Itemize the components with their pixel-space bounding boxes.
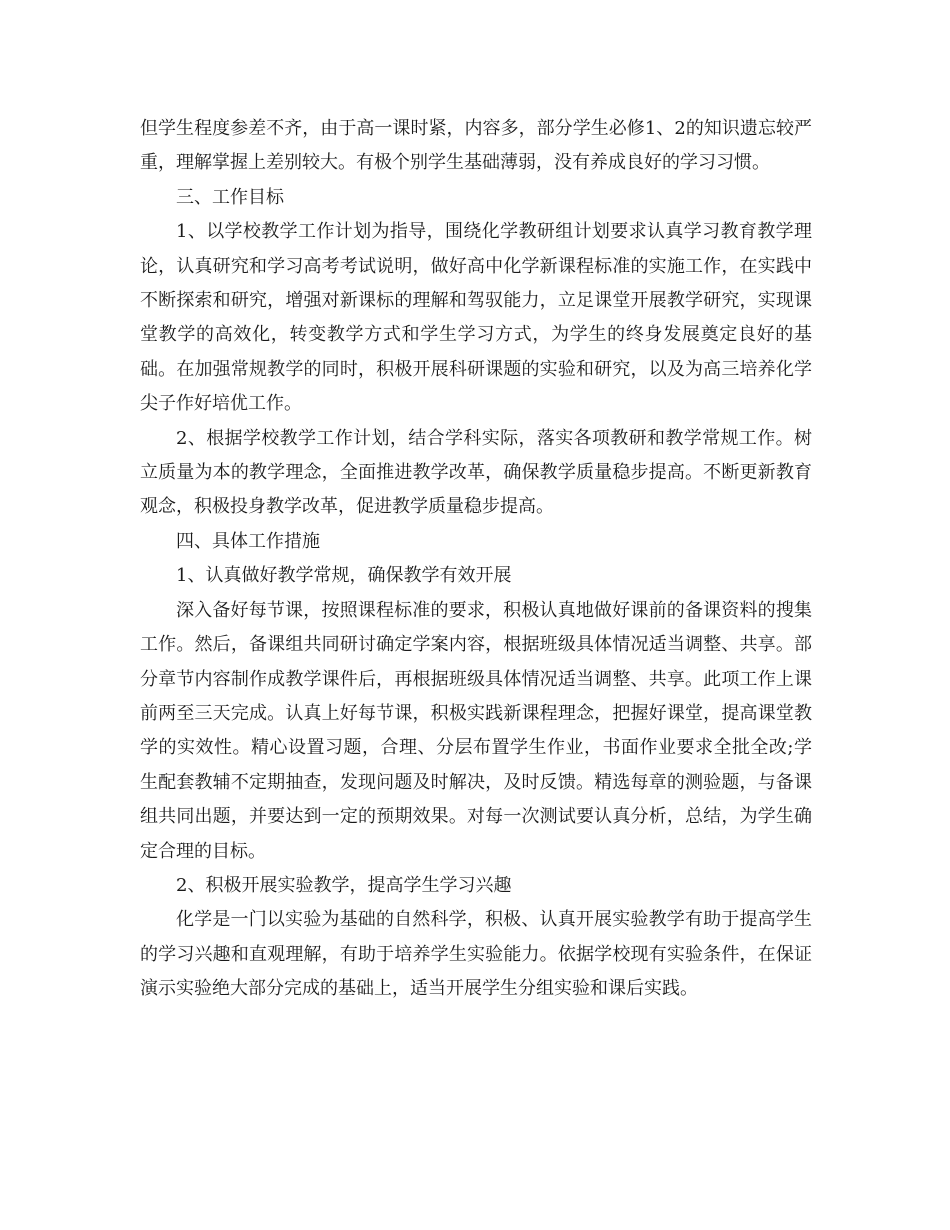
section-heading-measures: 四、具体工作措施	[176, 530, 320, 552]
paragraph-teaching-routine: 深入备好每节课，按照课程标准的要求，积极认真地做好课前的备课资料的搜集工作。然后，备课组共同研讨确定学案内容，根据班级具体情况适当调整、共享。部分章节内容制作成教学课件后，再根据班级具体情况适当调整、共享。此项工作上课前两至三天完成。认真上好每节课，积极实践新课程理念，把握好课堂，提高课堂教学的实效性。精心设置习题，合理、分层布置学生作业，书面作业要求全批全改;学生配套教辅不定期抽查，发现问题及时解决，及时反馈。精选每章的测验题，与备课组共同出题，并要达到一定的预期效果。对每一次测试要认真分析，总结，为学生确定合理的目标。	[140, 599, 812, 862]
subheading-experiment-teaching: 2、积极开展实验教学，提高学生学习兴趣	[176, 874, 512, 896]
paragraph-experiment-teaching: 化学是一门以实验为基础的自然科学，积极、认真开展实验教学有助于提高学生的学习兴趣和直观理解，有助于培养学生实验能力。依据学校现有实验条件，在保证演示实验绝大部分完成的基础上，适当开展学生分组实验和课后实践。	[140, 909, 812, 1000]
subheading-teaching-routine: 1、认真做好教学常规，确保教学有效开展	[176, 565, 512, 587]
section-heading-work-goals: 三、工作目标	[176, 186, 284, 208]
paragraph-goal-2: 2、根据学校教学工作计划，结合学科实际，落实各项教研和教学常规工作。树立质量为本的教学理念，全面推进教学改革，确保教学质量稳步提高。不断更新教育观念，积极投身教学改革，促进教学质量稳步提高。	[140, 427, 812, 518]
paragraph-goal-1: 1、以学校教学工作计划为指导，围绕化学教研组计划要求认真学习教育教学理论，认真研究和学习高考考试说明，做好高中化学新课程标准的实施工作，在实践中不断探索和研究，增强对新课标的理解和驾驭能力，立足课堂开展教学研究，实现课堂教学的高效化，转变教学方式和学生学习方式，为学生的终身发展奠定良好的基础。在加强常规教学的同时，积极开展科研课题的实验和研究，以及为高三培养化学尖子作好培优工作。	[140, 221, 812, 415]
paragraph-continuation: 但学生程度参差不齐，由于高一课时紧，内容多，部分学生必修1、2的知识遗忘较严重，理解掌握上差别较大。有极个别学生基础薄弱，没有养成良好的学习习惯。	[140, 118, 812, 174]
document-body	[140, 112, 812, 1007]
